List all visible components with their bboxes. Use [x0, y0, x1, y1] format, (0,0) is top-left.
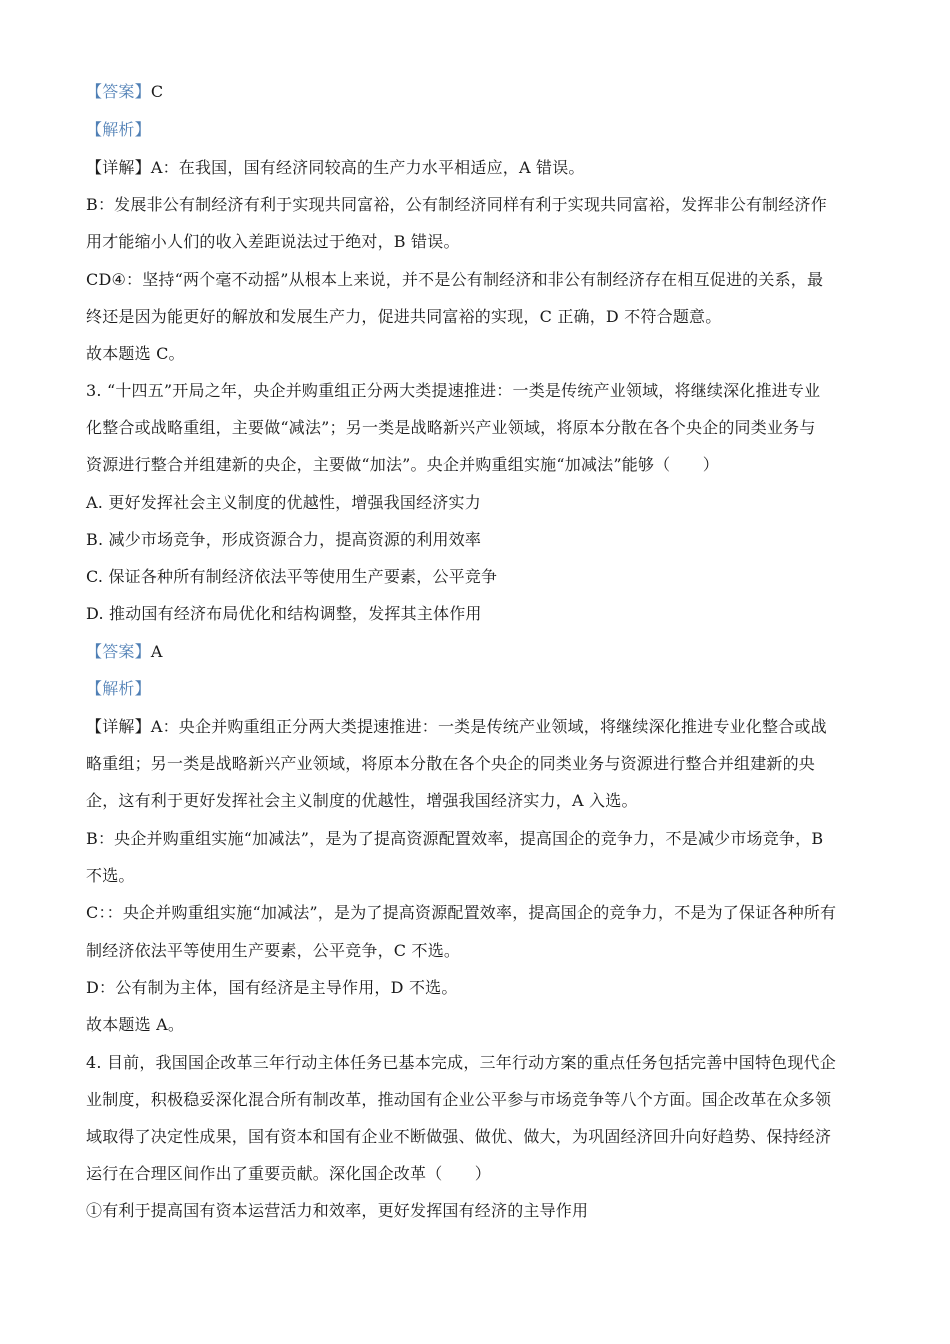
analysis-heading-q2 — [86, 120, 866, 140]
detail-tag: 【详解】 — [86, 158, 151, 177]
analysis-heading-q3 — [86, 679, 866, 699]
answer-line-q3 — [86, 642, 866, 662]
paragraph-line: B：发展非公有制经济有利于实现共同富裕，公有制经济同样有利于实现共同富裕，发挥非公有制经济作 — [86, 195, 827, 214]
option-c: C. 保证各种所有制经济依法平等使用生产要素，公平竞争 — [86, 567, 498, 586]
paragraph-line: CD④：坚持“两个毫不动摇”从根本上来说，并不是公有制经济和非公有制经济存在相互促进的关系，最 — [86, 270, 824, 289]
detail-text: A：央企并购重组正分两大类提速推进：一类是传统产业领域，将继续深化推进专业化整合或战 — [150, 717, 827, 736]
question-3-stem: 资源进行整合并组建新的央企，主要做“加法”。央企并购重组实施“加减法”能够（ ） — [86, 455, 719, 474]
paragraph-line: 制经济依法平等使用生产要素，公平竞争，C 不选。 — [86, 941, 461, 960]
analysis-tag: 【解析】 — [86, 679, 151, 698]
analysis-tag: 【解析】 — [86, 120, 151, 139]
answer-value: A — [150, 642, 163, 661]
question-4-stem: 运行在合理区间作出了重要贡献。深化国企改革（ ） — [86, 1164, 492, 1183]
question-3-stem: 3. “十四五”开局之年，央企并购重组正分两大类提速推进：一类是传统产业领域，将继续深化推进专业 — [86, 381, 821, 400]
option-1: ①有利于提高国有资本运营活力和效率，更好发挥国有经济的主导作用 — [86, 1201, 589, 1220]
answer-tag: 【答案】 — [86, 642, 151, 661]
detail-text: A：在我国，国有经济同较高的生产力水平相适应，A 错误。 — [150, 158, 585, 177]
answer-value: C — [150, 82, 164, 101]
paragraph-line: 用才能缩小人们的收入差距说法过于绝对，B 错误。 — [86, 232, 460, 251]
paragraph-line: 终还是因为能更好的解放和发展生产力，促进共同富裕的实现，C 正确，D 不符合题意。 — [86, 307, 722, 326]
answer-tag: 【答案】 — [86, 82, 151, 101]
paragraph-line: 企，这有利于更好发挥社会主义制度的优越性，增强我国经济实力，A 入选。 — [86, 791, 638, 810]
option-d: D. 推动国有经济布局优化和结构调整，发挥其主体作用 — [86, 604, 482, 623]
detail-tag: 【详解】 — [86, 717, 151, 736]
option-a: A. 更好发挥社会主义制度的优越性，增强我国经济实力 — [86, 493, 481, 512]
paragraph-line: D：公有制为主体，国有经济是主导作用，D 不选。 — [86, 978, 458, 997]
question-4-stem: 4. 目前，我国国企改革三年行动主体任务已基本完成，三年行动方案的重点任务包括完善中国特色现代企 — [86, 1053, 836, 1072]
paragraph-line: C：：央企并购重组实施“加减法”，是为了提高资源配置效率，提高国企的竞争力，不是为了保证各种所有 — [86, 903, 837, 922]
question-3-stem: 化整合或战略重组，主要做“减法”；另一类是战略新兴产业领域，将原本分散在各个央企的同类业务与 — [86, 418, 816, 437]
detail-line-q2 — [86, 158, 866, 178]
paragraph-line: 不选。 — [86, 866, 135, 885]
answer-line-q2 — [86, 82, 866, 102]
paragraph-line: 略重组；另一类是战略新兴产业领域，将原本分散在各个央企的同类业务与资源进行整合并组建新的央 — [86, 754, 816, 773]
conclusion-line: 故本题选 A。 — [86, 1015, 185, 1034]
paragraph-line: B：央企并购重组实施“加减法”，是为了提高资源配置效率，提高国企的竞争力，不是减少市场竞争，B — [86, 829, 824, 848]
option-b: B. 减少市场竞争，形成资源合力，提高资源的利用效率 — [86, 530, 482, 549]
question-4-stem: 域取得了决定性成果，国有资本和国有企业不断做强、做优、做大，为巩固经济回升向好趋势、保持经济 — [86, 1127, 832, 1146]
question-4-stem: 业制度，积极稳妥深化混合所有制改革，推动国有企业公平参与市场竞争等八个方面。国企改革在众多领 — [86, 1090, 832, 1109]
conclusion-line: 故本题选 C。 — [86, 344, 185, 363]
detail-line-q3 — [86, 717, 866, 737]
